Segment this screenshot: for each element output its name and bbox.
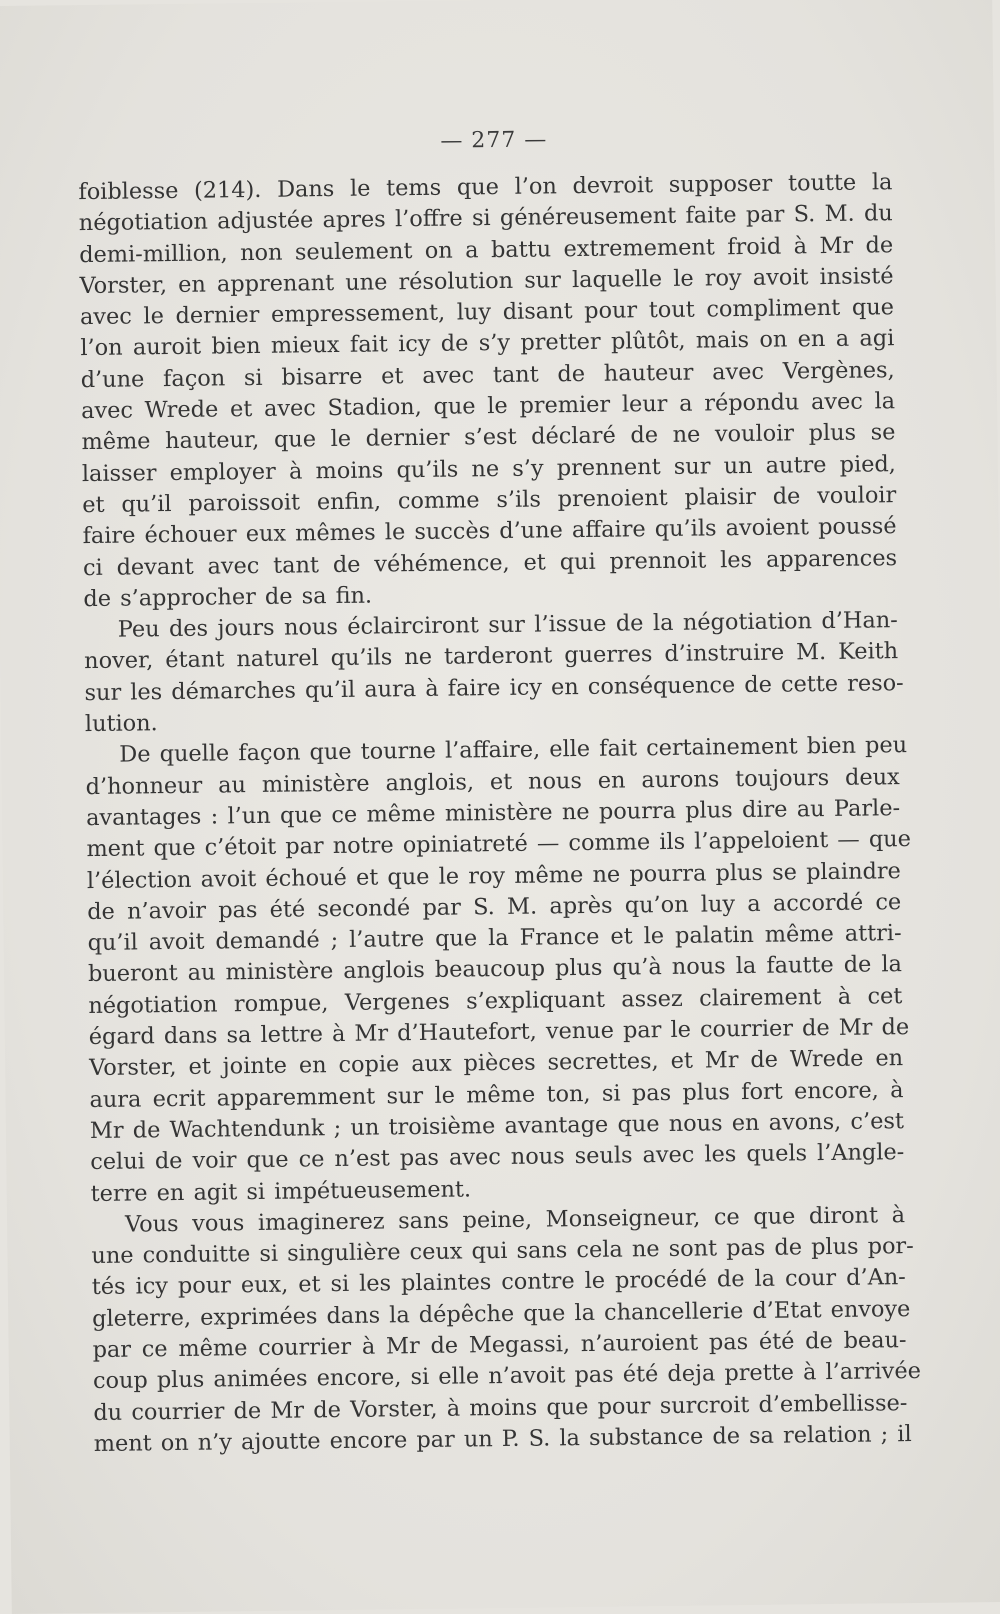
text-line: sur les démarches qu’il aura à faire icy en conséquence de cette reso- (84, 669, 904, 706)
text-line: par ce même courrier à Mr de Megassi, n’auroient pas été de beau- (92, 1327, 907, 1364)
text-line: égard dans sa lettre à Mr d’Hautefort, venue par le courrier de Mr de (88, 1014, 910, 1051)
text-line: négotiation rompue, Vergenes s’expliquant assez clairement à cet (88, 982, 903, 1019)
text-line: Peu des jours nous éclairciront sur l’issue de la négotiation d’Han- (117, 607, 898, 643)
text-line: de n’avoir pas été secondé par S. M. après qu’on luy a accordé ce (87, 888, 902, 925)
text-line: avec Wrede et avec Stadion, que le premier leur a répondu avec la (80, 388, 896, 425)
text-line: l’élection avoit échoué et que le roy même ne pourra plus se plaindre (86, 857, 901, 894)
text-line: Vous vous imaginerez sans peine, Monseigneur, ce que diront à (124, 1201, 906, 1238)
text-line: du courrier de Mr de Vorster, à moins que pour surcroit d’embellisse- (93, 1389, 908, 1426)
text-line: d’honneur au ministère anglois, et nous en aurons toujours deux (85, 763, 900, 800)
text-line: d’une façon si bisarre et avec tant de hauteur avec Vergènes, (80, 356, 895, 393)
body-text (78, 167, 922, 1460)
text-line: foiblesse (214). Dans le tems que l’on devroit supposer toutte la (78, 169, 893, 206)
text-line: Vorster, en apprenant une résolution sur laquelle le roy avoit insisté (79, 263, 894, 299)
text-line: Vorster, et jointe en copie aux pièces secrettes, et Mr de Wrede en (89, 1045, 904, 1082)
text-line: négotiation adjustée apres l’offre si généreusement faite par S. M. du (78, 200, 893, 237)
text-line: nover, étant naturel qu’ils ne tarderont guerres d’instruire M. Keith (84, 638, 899, 675)
text-line: bueront au ministère anglois beaucoup plus qu’à nous la fautte de la (87, 951, 903, 988)
paragraph (91, 1200, 922, 1460)
paragraph (84, 605, 904, 740)
text-line: avec le dernier empressement, luy disant pour tout compliment que (79, 294, 895, 331)
text-line: qu’il avoit demandé ; l’autre que la France et le palatin même attri- (87, 920, 902, 957)
text-line: terre en agit si impétueusement. (90, 1175, 472, 1207)
text-line: ment on n’y ajoutte encore par un P. S. la substance de sa relation ; il (93, 1420, 912, 1457)
text-line: ci devant avec tant de véhémence, et qui prennoit les apparences (82, 544, 898, 581)
text-line: l’on auroit bien mieux fait icy de s’y pretter plûtôt, mais on en a agi (80, 325, 895, 362)
text-line: Mr de Wachtendunk ; un troisième avantage que nous en avons, c’est (89, 1108, 905, 1144)
text-line: aura ecrit apparemment sur le même ton, si pas plus fort encore, à (89, 1076, 904, 1113)
text-line: laisser employer à moins qu’ils ne s’y prennent sur un autre pied, (81, 450, 896, 487)
paragraph (78, 167, 897, 615)
text-line: faire échouer eux mêmes le succès d’une affaire qu’ils avoient poussé (82, 513, 897, 550)
text-line: lution. (84, 710, 158, 738)
text-line: ment que c’étoit par notre opiniatreté — comme ils l’appeloient — que (86, 826, 912, 863)
text-line: demi-million, non seulement on a battu extremement froid à Mr de (79, 231, 894, 268)
text-line: celui de voir que ce n’est pas avec nous seuls avec les quels l’Angle- (90, 1139, 905, 1176)
paragraph (85, 730, 912, 1209)
page-number: — 277 — (440, 127, 548, 154)
text-line: gleterre, exprimées dans la dépêche que la chancellerie d’Etat envoye (92, 1295, 911, 1332)
text-line: de s’approcher de sa fin. (83, 582, 373, 612)
text-line: avantages : l’un que ce même ministère ne pourra plus dire au Parle- (85, 795, 901, 832)
text-line: et qu’il paroissoit enfin, comme s’ils prenoient plaisir de vouloir (82, 482, 897, 519)
text-line: tés icy pour eux, et si les plaintes contre le procédé de la cour d’An- (91, 1264, 906, 1301)
text-line: une conduitte si singulière ceux qui sans cela ne sont pas de plus por- (91, 1233, 914, 1270)
text-line: De quelle façon que tourne l’affaire, elle fait certainement bien peu (119, 732, 908, 769)
text-line: coup plus animées encore, si elle n’avoit pas été deja prette à l’arrivée (92, 1358, 922, 1395)
text-line: même hauteur, que le dernier s’est déclaré de ne vouloir plus se (81, 419, 896, 456)
